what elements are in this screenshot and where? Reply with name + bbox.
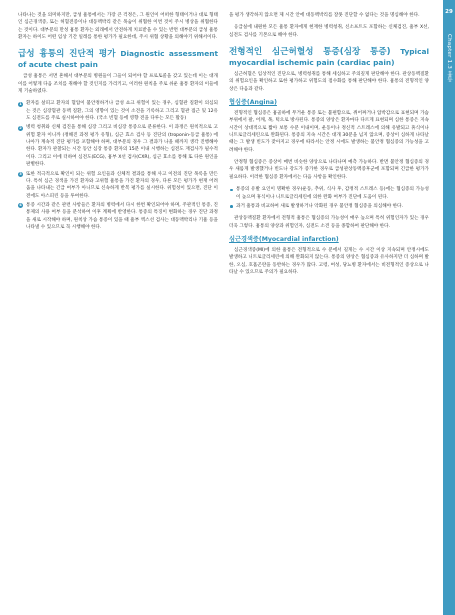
list-item: 3 또한 적극적으로 확인이 되는 위험 요인들과 신체적 결과를 통해 사고 이전의 진단 목록을 만든다. 특히 심근 경색을 가진 환자와 고위험 흉통을 가진 환자의 경우, 다른 모든 평가가 현재 어려움을 나타내는 긴급 여부가 아니므로 신속하게 반복 평가를 실시한다. 위험성이 있으면, 진단 이전에도 아스피린 등을 투여한다. [19,171,218,199]
top-paragraph: 을 평가 생각하지 않으면 제 시간 안에 대동맥박리를 잘못 진단할 수 없다는 것을 명심해야 한다. [229,13,420,18]
section-title-en: Typical myocardial ischemic pain (cardiac pain) [229,47,429,67]
right-column [229,12,429,281]
list-item: 2 병력 청취와 신체 검진을 통해 심장 그리고 비심장 통증으로 분류한다. 이 과정은 원칙적으로 고위험 환자 이니까 (정해진 과정 평가 유형), 심근 효소 검사 등 진단의 (troponin·등급 흉통) 에 나아가 계속적 진단 평가를 포함해야 하며, 대부분의 경우 그 결과가 나올 때까지 생각 진행해야 한다. 환자가 관찰되는 시간 동안 심장 통증 환자의 15분 이내 시행하는 심전도 재검사가 필수적이다. 그리고 이에 더하여 심전도(ECG), 흉부 X선 검사(CXR), 심근 효소를 통해 또 다른 원인을 판별한다. [19,125,218,168]
subsection-heading-angina: 협심증(Angina) [229,99,277,107]
step-number-icon: 4 [19,203,22,208]
section-title-en: Diagnostic assessment of acute chest pain [18,49,219,69]
section-heading-diagnostic [18,49,218,70]
bottom-paragraph: 관상동맥질환 환자에서 전형적 흉통은 협심증의 가능성이 매우 높으며 특히 위험인자가 있는 경우 더욱 그렇다. 흉통의 양상과 위험인자, 심전도 소견 등을 종합하여 판단해야 한다. [229,216,429,229]
step-number-icon: 1 [19,101,22,106]
list-item: 4 통증 시간과 같은 관련 사항들은 환자의 병력에서 다시 한번 확인되어야 하며, 주관적인 통증, 진통제의 사용 여부 등을 분석하여 이후 계획에 반영한다. 통증의 특징이 변화하는 경우 진단 과정을 새로 시작해야 하며, 원칙상 가슴 통증이 있을 때 흉부 엑스선 검사는 대동맥박리나 기흉 등을 나타낼 수 있으므로 꼭 시행해야 한다. [19,202,218,230]
page-number: 29 [445,9,453,15]
mi-paragraph: 심근경색증(MI)에 의한 흉통은 전형적으로 수 분에서 길게는 수 시간 이상 지속되며 안정시에도 발생하고 니트로글리세린에 의해 완화되지 않는다. 통증의 양상은 협심증과 유사하지만 더 심하며 발한, 오심, 호흡곤란을 동반하는 경우가 많다. 고령, 여성, 당뇨병 환자에서는 비전형적인 증상으로 나타날 수 있으므로 주의가 필요하다. [229,247,429,275]
step-number-icon: 2 [19,125,22,130]
section-title: 전형적인 심근허혈성 통증(심장 통증) [229,47,391,58]
second-paragraph: 응급실에 내원한 모든 흉통 환자에게 현재한 병력청취, 신소프트도 포함하는 신체검진, 흉부 X선, 심전도 검사를 기본으로 해야 한다. [229,25,429,38]
steps-list [18,100,218,231]
step-number-icon: 3 [19,171,22,176]
section-intro: 심근허혈은 임상적인 진단으로, 병력청취를 통해 세심하고 주의깊게 판단해야 한다. 관상동맥질환의 위험요인을 확인하고 또한 평가하고 위험도의 점수화를 통해 판단해야 한다. 흉통의 전형적인 양상은 다음과 같다. [229,72,429,92]
chapter-tab-label: Chapter 1.3 흉통 [446,34,452,83]
angina-bullets [229,186,429,210]
angina-paragraph-2: 안정형 협심증은 증상이 매번 비슷한 양상으로 나타나며 예측 가능하다. 반면 불안정 협심증의 경우 새롭게 발생했거나 빈도나 강도가 증가한 경우로 급성관상동맥증후군에 포함되며 긴급한 평가가 필요하다. 이러한 협심증 환자에서는 다음 사항을 확인한다. [229,160,429,180]
section-title-ko: 급성 흉통의 진단적 평가 [18,49,116,60]
section-intro: 급성 흉통은 서면 흔해서 대부분의 병원들이 그들이 되어야 할 프로토콜을 갖고 있는데 이는 대개 이를 어떻게 다음 조치를 취해야 할 것인지를 가리키고, 이러한 원칙을 주로 쉬운 흉통 환자의 이들에게 기술하였다. [18,74,218,95]
section-heading-typical [229,47,429,68]
list-item: 1 환자를 살피고 환자의 혈압이 불안정하거나 급성 쇼크 위험이 있는 경우, 심혈관 질환이 의심되는 것은 심장혈관 동맥 질환, 그의 영향이 있는 것이 소견을 기록하고 그리고 혈관 접근 및 12유도 심전도를 주로 실시하여야 한다. (국소 빈혈 등에 영향 전을 다루는 모든 활동) [19,101,218,122]
intro-paragraph: 나타나는 것을 의미하지만, 급성 흉통에서는 가장 큰 걱정은, 그 원인이 어떠한 형태이거나 대로 형태인 심근경색증, 또는 허혈전증이나 대동맥박리 같은 목숨이 위협한 이번 것이 주시 병상을 위협한다는 것이다. 대부분의 만성 흉통 환자는 외래에서 안전하게 치료받을 수 있는 반면 대부분의 급성 흉통 환자는 하이도 어떤 임상 기간 일레를 통한 평가가 필요한데, 주시 위협 상황을 의해야기 위해서이다. [18,13,218,41]
angina-paragraph-1: 전형적인 협심증은 흉골하에 무거운 통증 또는 불편함으로, 쥐어짜거나 압박감으로 표현되며 가슴 부위에서 팔, 어깨, 목, 턱으로 방사된다. 통증의 양상은 환자마다 다르게 표현되며 심한 통증은 지속 시간이 상대적으로 짧아 보통 수분 이내이며, 운동이나 정신적 스트레스에 의해 유발되고 휴식이나 니트로글리세린으로 완화된다. 통증의 지속 시간은 대개 30분을 넘지 않으며, 증상이 심하게 나타날 때는 그 발생 빈도가 잦아지고 경우에 따라서는 안정 시에도 발생하는 불안정 협심증의 가능성을 고려해야 한다. [229,111,429,153]
list-item: 통증의 유발 요인이 명확한 경우(운동, 추위, 식사 후, 감정적 스트레스 등)에는 협심증의 가능성이 높으며 휴식이나 니트로글리세린에 의한 완화 여부가 진단에 도움이 된다. [229,186,429,201]
left-column [18,12,218,236]
chapter-sidebar [443,0,455,615]
subsection-heading-mi: 심근경색증(Myocardial infarction) [229,235,339,243]
list-item: 과거 흉통과 비교하여 새로 발생하거나 악화된 경우 불안정 협심증을 의심해야 한다. [229,203,429,210]
